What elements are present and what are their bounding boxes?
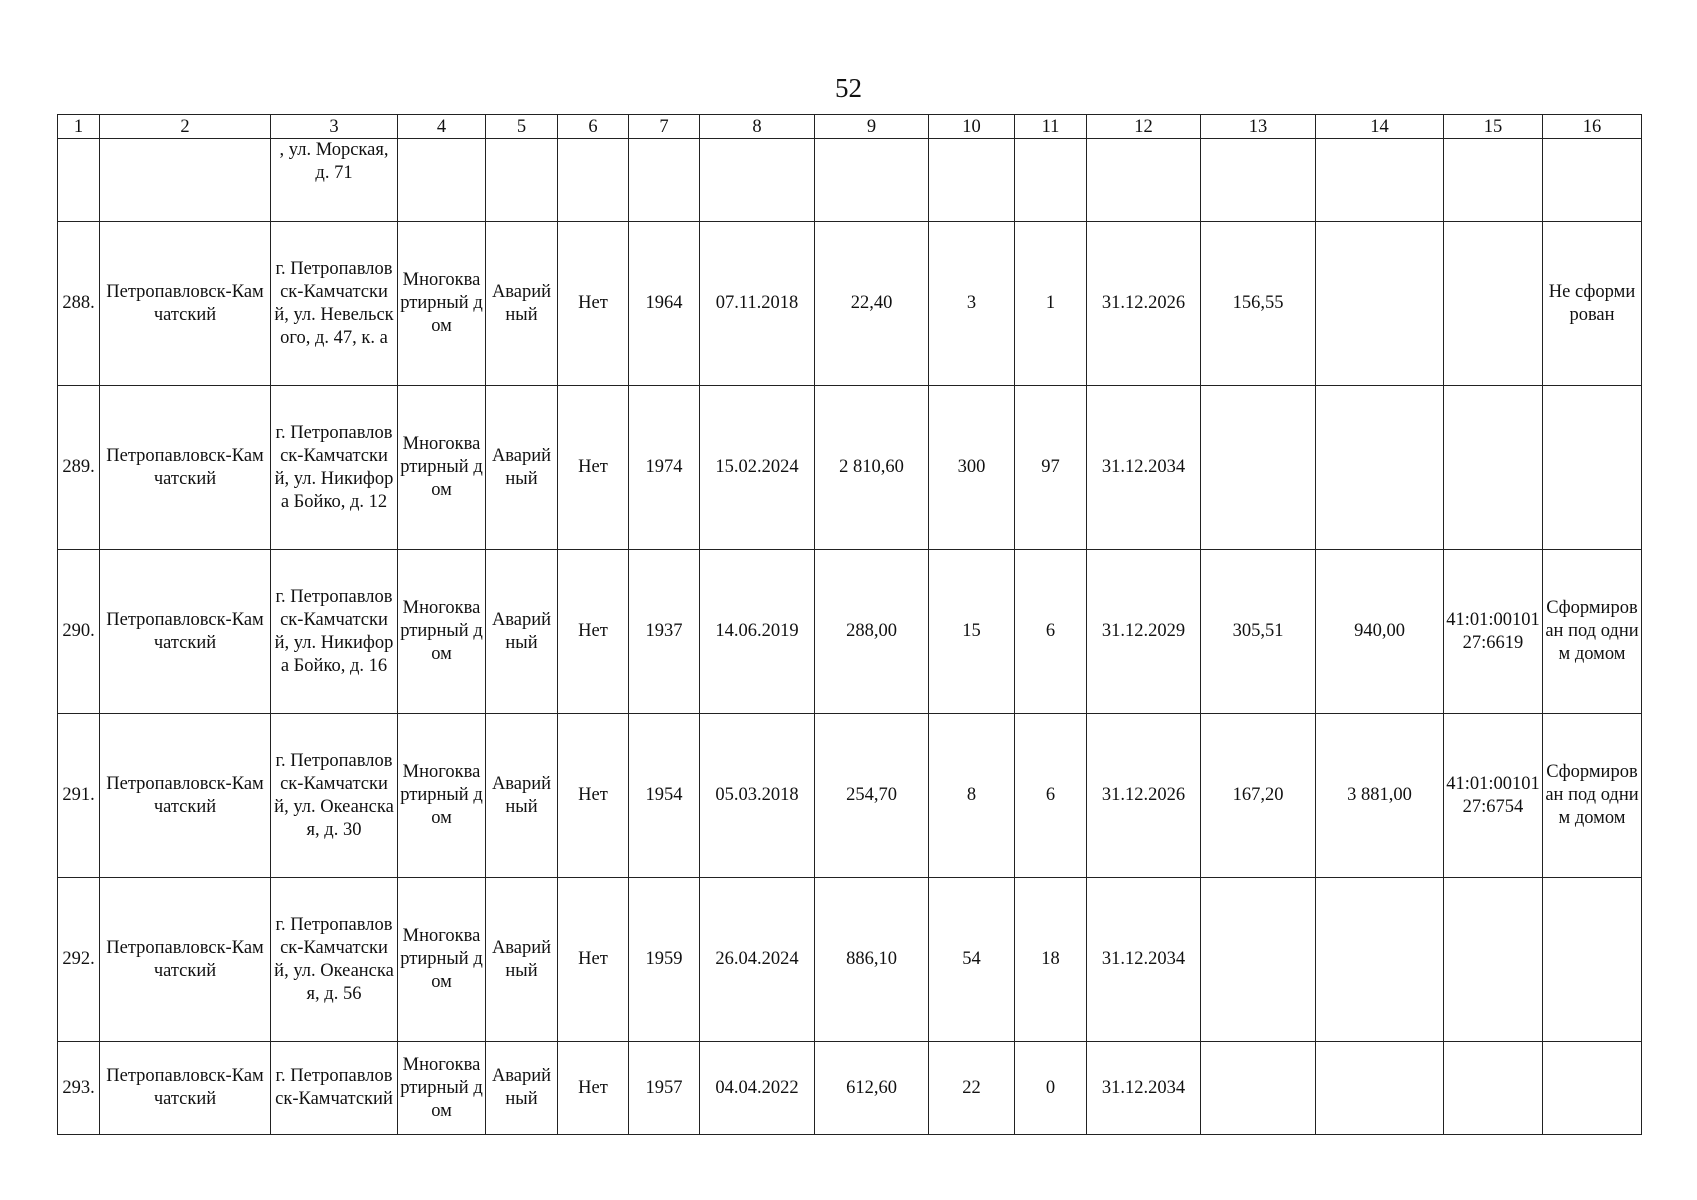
column-number-cell: 9 [815, 115, 929, 139]
cell-number: 288. [58, 222, 100, 386]
cell-building-type: Многоквартирный дом [398, 714, 486, 878]
cell-date: 15.02.2024 [700, 386, 815, 550]
column-number-cell: 7 [629, 115, 700, 139]
continuation-row [58, 139, 1642, 222]
cell-address: , ул. Морская, д. 71 [271, 139, 398, 222]
column-number-cell: 15 [1444, 115, 1543, 139]
table-row [58, 222, 1642, 386]
column-number-cell: 12 [1087, 115, 1201, 139]
cell-area: 886,10 [815, 878, 929, 1042]
cell-year [629, 139, 700, 222]
cell-address: г. Петропавловск-Камчатский, ул. Никифора Бойко, д. 12 [271, 386, 398, 550]
table-body [58, 115, 1642, 1135]
column-number-cell: 5 [486, 115, 558, 139]
cell-date: 04.04.2022 [700, 1042, 815, 1135]
cell-area: 22,40 [815, 222, 929, 386]
cell-area: 2 810,60 [815, 386, 929, 550]
cell-land-status [1543, 878, 1642, 1042]
cell-col14 [1316, 139, 1444, 222]
column-number-cell: 14 [1316, 115, 1444, 139]
cell-col13: 156,55 [1201, 222, 1316, 386]
cell-date: 05.03.2018 [700, 714, 815, 878]
table-row [58, 1042, 1642, 1135]
cell-status: Аварийный [486, 550, 558, 714]
cell-col14: 940,00 [1316, 550, 1444, 714]
cell-building-type [398, 139, 486, 222]
cell-address: г. Петропавловск-Камчатский, ул. Океанская, д. 30 [271, 714, 398, 878]
cell-col13: 305,51 [1201, 550, 1316, 714]
cell-col11 [1015, 139, 1087, 222]
column-number-cell: 11 [1015, 115, 1087, 139]
cell-deadline: 31.12.2026 [1087, 714, 1201, 878]
table-row [58, 386, 1642, 550]
cell-col13 [1201, 1042, 1316, 1135]
cell-building-type: Многоквартирный дом [398, 878, 486, 1042]
cell-building-type: Многоквартирный дом [398, 1042, 486, 1135]
cell-col6: Нет [558, 386, 629, 550]
cell-year: 1964 [629, 222, 700, 386]
cell-col13 [1201, 139, 1316, 222]
column-number-cell: 6 [558, 115, 629, 139]
building-registry-table [57, 114, 1642, 1135]
cell-col10: 54 [929, 878, 1015, 1042]
cell-land-status [1543, 1042, 1642, 1135]
cell-municipality: Петропавловск-Камчатский [100, 878, 271, 1042]
column-number-cell: 4 [398, 115, 486, 139]
cell-building-type: Многоквартирный дом [398, 222, 486, 386]
cell-land-status [1543, 386, 1642, 550]
cell-deadline: 31.12.2034 [1087, 878, 1201, 1042]
cell-land-status: Сформирован под одним домом [1543, 550, 1642, 714]
cell-address: г. Петропавловск-Камчатский, ул. Невельского, д. 47, к. а [271, 222, 398, 386]
cell-year: 1959 [629, 878, 700, 1042]
cell-status: Аварийный [486, 714, 558, 878]
cell-status: Аварийный [486, 1042, 558, 1135]
cell-col6: Нет [558, 550, 629, 714]
cell-col10: 15 [929, 550, 1015, 714]
cell-area [815, 139, 929, 222]
cell-col6: Нет [558, 1042, 629, 1135]
cell-col14 [1316, 1042, 1444, 1135]
cell-number: 291. [58, 714, 100, 878]
cell-col13 [1201, 878, 1316, 1042]
column-number-cell: 10 [929, 115, 1015, 139]
cell-address: г. Петропавловск-Камчатский [271, 1042, 398, 1135]
cell-number: 289. [58, 386, 100, 550]
column-number-row [58, 115, 1642, 139]
cell-area: 288,00 [815, 550, 929, 714]
cell-col13: 167,20 [1201, 714, 1316, 878]
cell-col14 [1316, 878, 1444, 1042]
table-row [58, 714, 1642, 878]
cell-col11: 0 [1015, 1042, 1087, 1135]
cell-status: Аварийный [486, 222, 558, 386]
cell-municipality: Петропавловск-Камчатский [100, 714, 271, 878]
cell-col11: 6 [1015, 550, 1087, 714]
column-number-cell: 3 [271, 115, 398, 139]
table-row [58, 878, 1642, 1042]
cell-deadline [1087, 139, 1201, 222]
cell-land-status: Не сформирован [1543, 222, 1642, 386]
cell-building-type: Многоквартирный дом [398, 550, 486, 714]
cell-col14: 3 881,00 [1316, 714, 1444, 878]
cell-status [486, 139, 558, 222]
cell-cadastral: 41:01:0010127:6754 [1444, 714, 1543, 878]
cell-area: 612,60 [815, 1042, 929, 1135]
cell-col14 [1316, 222, 1444, 386]
cell-municipality [100, 139, 271, 222]
cell-col10: 300 [929, 386, 1015, 550]
cell-number: 292. [58, 878, 100, 1042]
cell-date [700, 139, 815, 222]
cell-area: 254,70 [815, 714, 929, 878]
cell-col11: 18 [1015, 878, 1087, 1042]
cell-col11: 1 [1015, 222, 1087, 386]
cell-col6: Нет [558, 714, 629, 878]
cell-col10: 22 [929, 1042, 1015, 1135]
cell-land-status: Сформирован под одним домом [1543, 714, 1642, 878]
cell-year: 1957 [629, 1042, 700, 1135]
cell-municipality: Петропавловск-Камчатский [100, 1042, 271, 1135]
table-row [58, 550, 1642, 714]
cell-cadastral [1444, 1042, 1543, 1135]
column-number-cell: 1 [58, 115, 100, 139]
cell-number: 293. [58, 1042, 100, 1135]
cell-municipality: Петропавловск-Камчатский [100, 222, 271, 386]
cell-number: 290. [58, 550, 100, 714]
column-number-cell: 2 [100, 115, 271, 139]
cell-municipality: Петропавловск-Камчатский [100, 550, 271, 714]
cell-deadline: 31.12.2029 [1087, 550, 1201, 714]
cell-year: 1954 [629, 714, 700, 878]
cell-land-status [1543, 139, 1642, 222]
cell-date: 26.04.2024 [700, 878, 815, 1042]
cell-cadastral [1444, 386, 1543, 550]
page-number: 52 [835, 73, 862, 103]
cell-cadastral [1444, 139, 1543, 222]
cell-col11: 6 [1015, 714, 1087, 878]
cell-col14 [1316, 386, 1444, 550]
cell-col11: 97 [1015, 386, 1087, 550]
cell-status: Аварийный [486, 878, 558, 1042]
cell-col6: Нет [558, 878, 629, 1042]
cell-deadline: 31.12.2034 [1087, 1042, 1201, 1135]
cell-cadastral [1444, 878, 1543, 1042]
cell-col10: 8 [929, 714, 1015, 878]
cell-year: 1937 [629, 550, 700, 714]
cell-date: 07.11.2018 [700, 222, 815, 386]
column-number-cell: 16 [1543, 115, 1642, 139]
cell-col13 [1201, 386, 1316, 550]
column-number-cell: 13 [1201, 115, 1316, 139]
cell-deadline: 31.12.2034 [1087, 386, 1201, 550]
cell-col10 [929, 139, 1015, 222]
cell-address: г. Петропавловск-Камчатский, ул. Никифора Бойко, д. 16 [271, 550, 398, 714]
cell-cadastral [1444, 222, 1543, 386]
cell-building-type: Многоквартирный дом [398, 386, 486, 550]
cell-municipality: Петропавловск-Камчатский [100, 386, 271, 550]
cell-address: г. Петропавловск-Камчатский, ул. Океанская, д. 56 [271, 878, 398, 1042]
cell-col6: Нет [558, 222, 629, 386]
cell-col10: 3 [929, 222, 1015, 386]
cell-year: 1974 [629, 386, 700, 550]
column-number-cell: 8 [700, 115, 815, 139]
cell-number [58, 139, 100, 222]
cell-date: 14.06.2019 [700, 550, 815, 714]
cell-cadastral: 41:01:0010127:6619 [1444, 550, 1543, 714]
cell-status: Аварийный [486, 386, 558, 550]
cell-deadline: 31.12.2026 [1087, 222, 1201, 386]
cell-col6 [558, 139, 629, 222]
